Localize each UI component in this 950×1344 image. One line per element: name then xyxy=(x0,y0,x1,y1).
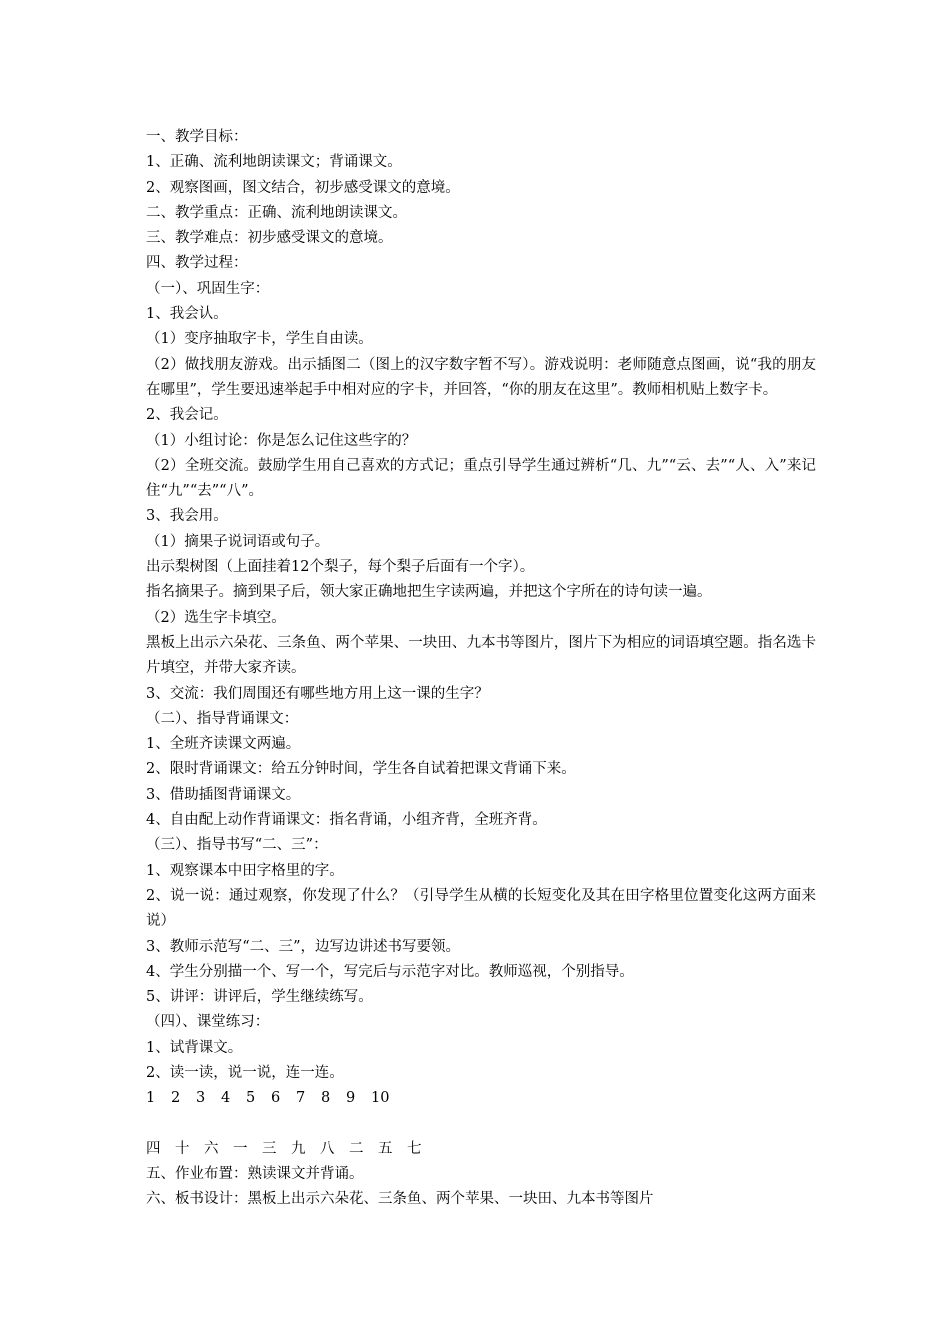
number-item: 1 xyxy=(146,1090,156,1107)
section-4-heading: （四）、课堂练习： xyxy=(146,1014,270,1031)
numeral-item: 八 xyxy=(320,1140,335,1157)
numeral-item: 一 xyxy=(233,1140,248,1157)
blank-line xyxy=(146,1112,816,1137)
number-item: 10 xyxy=(371,1090,390,1107)
numeral-item: 四 xyxy=(146,1140,161,1157)
recite-1: 1、全班齐读课文两遍。 xyxy=(146,736,301,753)
recite-2: 2、限时背诵课文：给五分钟时间，学生各自试着把课文背诵下来。 xyxy=(146,761,576,778)
step-use-1-b: 指名摘果子。摘到果子后，领大家正确地把生字读两遍，并把这个字所在的诗句读一遍。 xyxy=(146,584,712,601)
objective-2: 2、观察图画，图文结合，初步感受课文的意境。 xyxy=(146,179,460,196)
step-use-2-a: 黑板上出示六朵花、三条鱼、两个苹果、一块田、九本书等图片，图片下为相应的词语填空题。指名选卡片填空，并带大家齐读。 xyxy=(146,634,816,677)
step-remember-1: （1）小组讨论：你是怎么记住这些字的？ xyxy=(146,432,417,449)
heading-board-design: 六、板书设计：黑板上出示六朵花、三条鱼、两个苹果、一块田、九本书等图片 xyxy=(146,1191,654,1208)
number-item: 9 xyxy=(346,1090,356,1107)
heading-key-points: 二、教学重点：正确、流利地朗读课文。 xyxy=(146,204,407,221)
step-use-1: （1）摘果子说词语或句子。 xyxy=(146,533,330,550)
practice-2: 2、读一读，说一说，连一连。 xyxy=(146,1064,344,1081)
number-item: 4 xyxy=(221,1090,231,1107)
heading-homework: 五、作业布置：熟读课文并背诵。 xyxy=(146,1166,364,1183)
numeral-item: 六 xyxy=(204,1140,219,1157)
number-row xyxy=(146,1086,816,1111)
recite-3: 3、借助插图背诵课文。 xyxy=(146,786,301,803)
number-item: 2 xyxy=(171,1090,181,1107)
heading-process: 四、教学过程： xyxy=(146,255,248,272)
step-recognize-2: （2）做找朋友游戏。出示插图二（图上的汉字数字暂不写）。游戏说明：老师随意点图画，说“我的朋友在哪里”，学生要迅速举起手中相对应的字卡，并回答，“你的朋友在这里”。教师相机贴上数字卡。 xyxy=(146,356,816,398)
number-item: 6 xyxy=(271,1090,281,1107)
practice-1: 1、试背课文。 xyxy=(146,1039,243,1056)
writing-1: 1、观察课本中田字格里的字。 xyxy=(146,862,344,879)
writing-5: 5、讲评：讲评后，学生继续练写。 xyxy=(146,989,373,1006)
step-exchange: 3、交流：我们周围还有哪些地方用上这一课的生字？ xyxy=(146,685,489,702)
numeral-item: 七 xyxy=(407,1140,422,1157)
step-use: 3、我会用。 xyxy=(146,508,228,525)
step-use-1-a: 出示梨树图（上面挂着12个梨子，每个梨子后面有一个字）。 xyxy=(146,559,535,576)
writing-3: 3、教师示范写“二、三”，边写边讲述书写要领。 xyxy=(146,938,461,955)
step-remember: 2、我会记。 xyxy=(146,407,228,424)
step-remember-2: （2）全班交流。鼓励学生用自己喜欢的方式记；重点引导学生通过辨析“几、九”“云、去”“人、入”来记住“九”“去”“八”。 xyxy=(146,457,816,500)
heading-difficulties: 三、教学难点：初步感受课文的意境。 xyxy=(146,230,393,247)
numeral-item: 三 xyxy=(262,1140,277,1157)
heading-objectives: 一、教学目标： xyxy=(146,129,248,145)
writing-2: 2、说一说：通过观察，你发现了什么？（引导学生从横的长短变化及其在田字格里位置变化这两方面来说） xyxy=(146,887,816,930)
numeral-item: 九 xyxy=(291,1140,306,1157)
numeral-item: 五 xyxy=(378,1140,393,1157)
number-item: 7 xyxy=(296,1090,306,1107)
numeral-item: 二 xyxy=(349,1140,364,1157)
objective-1: 1、正确、流利地朗读课文；背诵课文。 xyxy=(146,154,402,171)
number-item: 3 xyxy=(196,1090,206,1107)
step-use-2: （2）选生字卡填空。 xyxy=(146,609,286,626)
chinese-numeral-row xyxy=(146,1137,816,1162)
section-2-heading: （二）、指导背诵课文： xyxy=(146,710,299,727)
step-recognize-1: （1）变序抽取字卡，学生自由读。 xyxy=(146,331,373,348)
number-item: 5 xyxy=(246,1090,256,1107)
numeral-item: 十 xyxy=(175,1140,190,1157)
step-recognize: 1、我会认。 xyxy=(146,306,228,323)
section-3-heading: （三）、指导书写“二、三”： xyxy=(146,837,328,854)
document-body xyxy=(146,125,816,1213)
section-1-heading: （一）、巩固生字： xyxy=(146,280,270,297)
writing-4: 4、学生分别描一个、写一个，写完后与示范字对比。教师巡视，个别指导。 xyxy=(146,963,634,980)
number-item: 8 xyxy=(321,1090,331,1107)
recite-4: 4、自由配上动作背诵课文：指名背诵，小组齐背，全班齐背。 xyxy=(146,812,547,829)
